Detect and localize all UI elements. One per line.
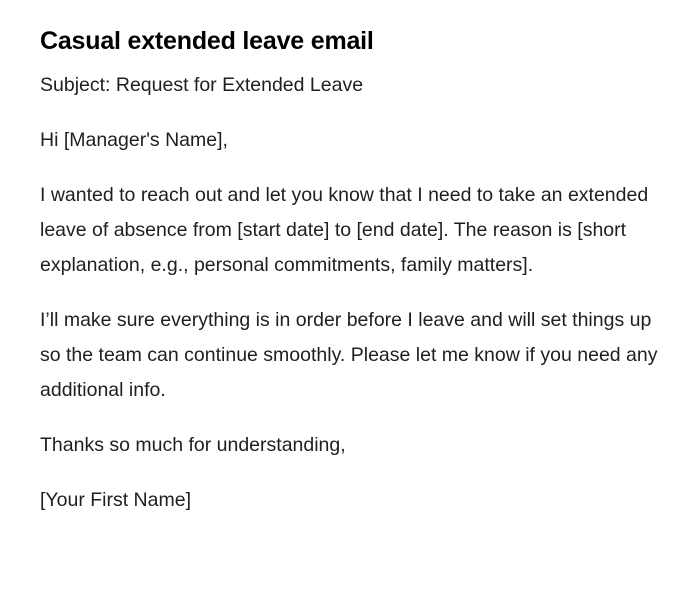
document-title: Casual extended leave email [40,27,374,55]
email-signature: [Your First Name] [40,489,191,511]
email-subject: Subject: Request for Extended Leave [40,74,364,96]
email-greeting: Hi [Manager's Name], [40,129,228,151]
email-document [40,24,660,538]
email-body-paragraph-2: I’ll make sure everything is in order before I leave and will set things up so the team can continue smoothly. Please let me know if you need any additional info. [40,309,658,401]
email-body-paragraph-1: I wanted to reach out and let you know that I need to take an extended leave of absence from [start date] to [end date]. The reason is [short explanation, e.g., personal commitments, family matters]. [40,184,649,276]
email-closing: Thanks so much for understanding, [40,434,346,456]
